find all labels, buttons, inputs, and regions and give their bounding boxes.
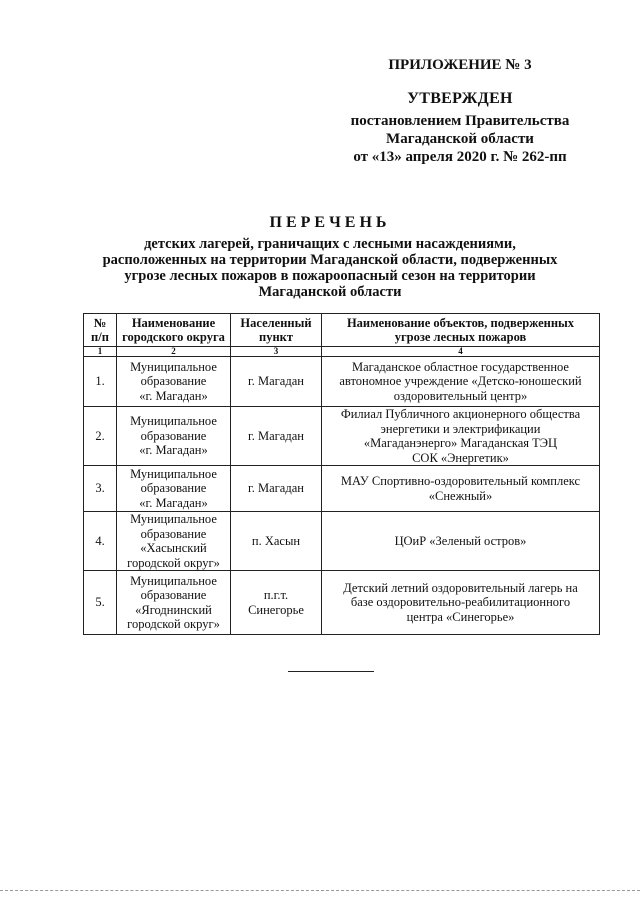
table-row xyxy=(84,512,600,571)
district-cell: Муниципальное образование «г. Магадан» xyxy=(117,357,231,407)
district-cell: Муниципальное образование «г. Магадан» xyxy=(117,407,231,466)
column-number-row xyxy=(84,347,600,357)
appendix-number: ПРИЛОЖЕНИЕ № 3 xyxy=(388,57,532,73)
row-number: 1. xyxy=(84,357,117,407)
row-number: 5. xyxy=(84,571,117,635)
camps-table xyxy=(83,313,600,635)
approved-label: УТВЕРЖДЕН xyxy=(407,90,513,107)
settlement-cell: п.г.т. Синегорье xyxy=(231,571,322,635)
table-header-row xyxy=(84,314,600,347)
header-settlement: Населенный пункт xyxy=(231,314,322,347)
row-number: 3. xyxy=(84,466,117,512)
document-title: ПЕРЕЧЕНЬ xyxy=(269,214,391,231)
subtitle-line: Магаданской области xyxy=(258,284,402,300)
column-number: 1 xyxy=(84,347,117,357)
objects-cell: Детский летний оздоровительный лагерь на базе оздоровительно-реабилитационного центра «Синегорье» xyxy=(322,571,600,635)
settlement-cell: г. Магадан xyxy=(231,407,322,466)
district-cell: Муниципальное образование «г. Магадан» xyxy=(117,466,231,512)
district-cell: Муниципальное образование «Хасынский городской округ» xyxy=(117,512,231,571)
objects-cell: ЦОиР «Зеленый остров» xyxy=(322,512,600,571)
table-row xyxy=(84,357,600,407)
row-number: 4. xyxy=(84,512,117,571)
column-number: 4 xyxy=(322,347,600,357)
decree-reference xyxy=(330,112,590,166)
header-objects: Наименование объектов, подверженных угрозе лесных пожаров xyxy=(322,314,600,347)
row-number: 2. xyxy=(84,407,117,466)
header-district: Наименование городского округа xyxy=(117,314,231,347)
subtitle-line: расположенных на территории Магаданской области, подверженных xyxy=(102,252,558,268)
district-cell: Муниципальное образование «Ягоднинский городской округ» xyxy=(117,571,231,635)
table-row xyxy=(84,571,600,635)
table-row xyxy=(84,407,600,466)
objects-cell: МАУ Спортивно-оздоровительный комплекс «Снежный» xyxy=(322,466,600,512)
objects-cell: Магаданское областное государственное автономное учреждение «Детско-юношеский оздоровительный центр» xyxy=(322,357,600,407)
settlement-cell: г. Магадан xyxy=(231,466,322,512)
settlement-cell: п. Хасын xyxy=(231,512,322,571)
subtitle-line: детских лагерей, граничащих с лесными насаждениями, xyxy=(144,236,516,252)
document-subtitle xyxy=(70,236,590,300)
end-divider xyxy=(288,671,374,672)
header-number: № п/п xyxy=(84,314,117,347)
objects-cell: Филиал Публичного акционерного общества энергетики и электрификации «Магаданэнерго» Магаданская ТЭЦ СОК «Энергетик» xyxy=(322,407,600,466)
decree-date-line: от «13» апреля 2020 г. № 262-пп xyxy=(353,149,567,165)
settlement-cell: г. Магадан xyxy=(231,357,322,407)
page-edge-divider xyxy=(0,890,640,891)
subtitle-line: угрозе лесных пожаров в пожароопасный сезон на территории xyxy=(124,268,536,284)
table-row xyxy=(84,466,600,512)
decree-line: Магаданской области xyxy=(386,131,534,147)
column-number: 2 xyxy=(117,347,231,357)
decree-line: постановлением Правительства xyxy=(350,113,570,129)
column-number: 3 xyxy=(231,347,322,357)
